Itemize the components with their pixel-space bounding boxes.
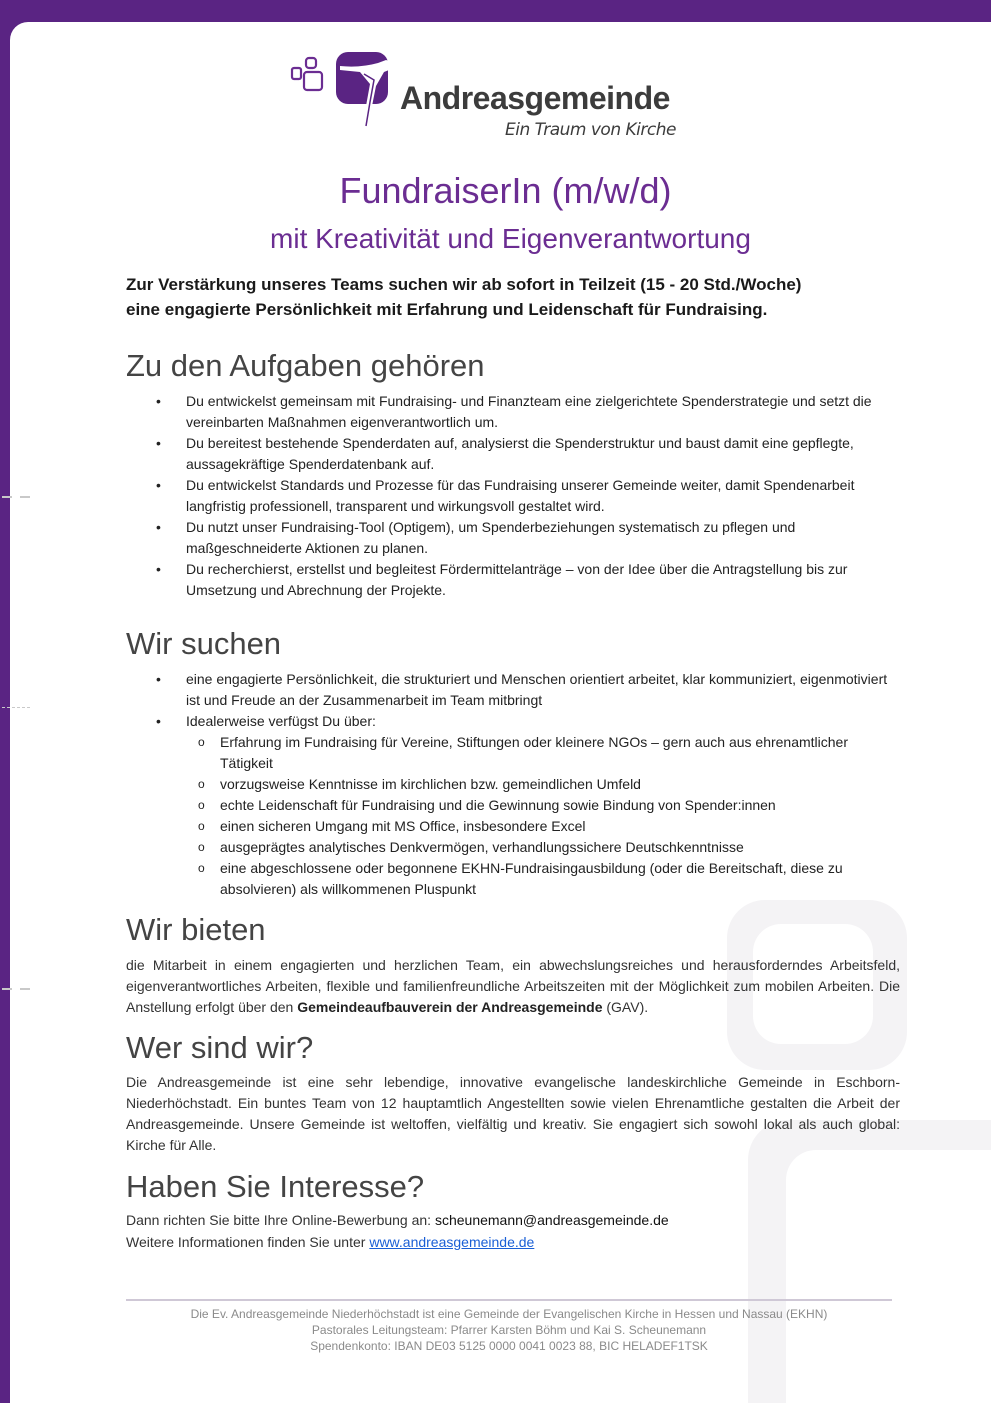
margin-mark: [20, 988, 30, 990]
footer-line: Pastorales Leitungsteam: Pfarrer Karsten Böhm und Kai S. Scheunemann: [311, 1323, 707, 1337]
list-item-text: Du entwickelst Standards und Prozesse für das Fundraising unserer Gemeinde weiter, damit Spendenarbeit langfristig professionell, transparent und wirkungsvoll gestaltet wird.: [186, 477, 855, 514]
logo-tagline: Ein Traum von Kirche: [505, 120, 676, 140]
margin-mark: [2, 707, 32, 708]
list-item: [126, 475, 896, 517]
sublist-item: [186, 837, 896, 858]
list-item: [126, 391, 896, 433]
qualifications-sublist: [186, 732, 896, 900]
employer-name: Gemeindeaufbauverein der Andreasgemeinde: [297, 999, 603, 1015]
sublist-item-text: einen sicheren Umgang mit MS Office, insbesondere Excel: [220, 818, 586, 834]
section-heading-interest: Haben Sie Interesse?: [126, 1169, 425, 1204]
sublist-item-text: echte Leidenschaft für Fundraising und die Gewinnung sowie Bindung von Spender:innen: [220, 797, 776, 813]
email-link[interactable]: scheunemann@andreasgemeinde.de: [434, 1212, 669, 1228]
list-item-text: eine engagierte Persönlichkeit, die strukturiert und Menschen orientiert arbeitet, klar kommuniziert, eigenmotiviert ist und Freude an der Zusammenarbeit im Team mitbringt: [186, 671, 888, 708]
sublist-item-text: Erfahrung im Fundraising für Vereine, Stiftungen oder kleinere NGOs – gern auch aus ehrenamtlicher Tätigkeit: [220, 734, 849, 771]
bullet-icon: •: [156, 477, 161, 493]
page-subtitle: mit Kreativität und Eigenverantwortung: [270, 223, 751, 254]
bullet-icon: •: [156, 393, 161, 409]
sublist-item: [186, 774, 896, 795]
offer-text-part: die Mitarbeit in einem engagierten und herzlichen Team, ein abwechslungsreiches und herausforderndes Arbeitsfeld, eigenverantwortliches Arbeiten, flexible und familienfreundliche Arbeitszeiten mit der Möglichkeit zum mobilen Arbeiten. Die Anstellung erfolgt über den: [126, 957, 900, 1015]
circle-bullet-icon: o: [198, 819, 205, 833]
list-item: [126, 559, 896, 601]
bullet-icon: •: [156, 519, 161, 535]
sublist-item: [186, 795, 896, 816]
list-item: [126, 517, 896, 559]
sublist-item-text: vorzugsweise Kenntnisse im kirchlichen bzw. gemeindlichen Umfeld: [220, 776, 641, 792]
bullet-icon: •: [156, 671, 161, 687]
website-link[interactable]: www.andreasgemeinde.de: [369, 1234, 535, 1250]
bullet-icon: •: [156, 713, 161, 729]
circle-bullet-icon: o: [198, 798, 205, 812]
circle-bullet-icon: o: [198, 840, 205, 854]
circle-bullet-icon: o: [198, 861, 205, 875]
circle-bullet-icon: o: [198, 777, 205, 791]
website-label: Weitere Informationen finden Sie unter: [126, 1234, 370, 1250]
footer: [126, 1306, 892, 1354]
seeking-list: [126, 669, 896, 900]
contact-info: [126, 1209, 886, 1253]
page-title: FundraiserIn (m/w/d): [339, 170, 672, 211]
intro-line: eine engagierte Persönlichkeit mit Erfahrung und Leidenschaft für Fundraising.: [126, 300, 768, 319]
section-heading-tasks: Zu den Aufgaben gehören: [126, 348, 485, 383]
sublist-item-text: ausgeprägtes analytisches Denkvermögen, verhandlungssichere Deutschkenntnisse: [220, 839, 744, 855]
footer-line: Spendenkonto: IBAN DE03 5125 0000 0041 0023 88, BIC HELADEF1TSK: [310, 1339, 708, 1353]
list-item: [126, 433, 896, 475]
list-item: [126, 711, 896, 900]
sublist-item: [186, 732, 896, 774]
margin-mark: [20, 496, 30, 498]
website-line: [126, 1231, 886, 1253]
application-label: Dann richten Sie bitte Ihre Online-Bewerbung an:: [126, 1212, 435, 1228]
church-logo: [290, 50, 710, 145]
logo-wordmark: Andreasgemeinde: [400, 80, 670, 116]
sublist-item: [186, 816, 896, 837]
section-heading-seeking: Wir suchen: [126, 626, 282, 661]
list-item-text: Du nutzt unser Fundraising-Tool (Optigem), um Spenderbeziehungen systematisch zu pflegen und maßgeschneiderte Aktionen zu planen.: [186, 519, 796, 556]
list-item: [126, 669, 896, 711]
margin-mark: [2, 496, 12, 498]
list-item-text: Du entwickelst gemeinsam mit Fundraising- und Finanzteam eine zielgerichtete Spenderstrategie und setzt die vereinbarten Maßnahmen eigenverantwortlich um.: [186, 393, 872, 430]
margin-mark: [2, 988, 12, 990]
sublist-item-text: eine abgeschlossene oder begonnene EKHN-Fundraisingausbildung (oder die Bereitschaft, diese zu absolvieren) als willkommenen Pluspunkt: [220, 860, 843, 897]
bullet-icon: •: [156, 561, 161, 577]
circle-bullet-icon: o: [198, 735, 205, 749]
application-line: [126, 1209, 886, 1231]
sublist-item: [186, 858, 896, 900]
list-item-text: Du bereitest bestehende Spenderdaten auf, analysierst die Spenderstruktur und baust damit eine gepflegte, aussagekräftige Spenderdatenbank auf.: [186, 435, 854, 472]
tasks-list: [126, 391, 896, 601]
offer-text-part: (GAV).: [602, 999, 649, 1015]
section-heading-offer: Wir bieten: [126, 912, 266, 947]
about-text: Die Andreasgemeinde ist eine sehr lebendige, innovative evangelische landeskirchliche Gemeinde in Eschborn-Niederhöchstadt. Ein buntes Team von 12 hauptamtlich Angestellten sowie vielen Ehrenamtliche gestalten die Arbeit der Andreasgemeinde. Unsere Gemeinde ist weltoffen, vielfältig und kreativ. Sie engagiert sich sowohl lokal als auch global: Kirche für Alle.: [126, 1074, 900, 1153]
bullet-icon: •: [156, 435, 161, 451]
list-item-text: Idealerweise verfügst Du über:: [186, 713, 376, 729]
intro-text: [126, 272, 886, 322]
watermark-arch: [748, 1120, 991, 1403]
section-heading-about: Wer sind wir?: [126, 1030, 314, 1065]
footer-line: Die Ev. Andreasgemeinde Niederhöchstadt ist eine Gemeinde der Evangelischen Kirche in Hessen und Nassau (EKHN): [190, 1307, 828, 1321]
list-item-text: Du recherchierst, erstellst und begleitest Fördermittelanträge – von der Idee über die Antragstellung bis zur Umsetzung und Abrechnung der Projekte.: [186, 561, 848, 598]
logo-mark-icon: [290, 50, 410, 140]
footer-divider: [126, 1299, 892, 1301]
offer-text: [126, 955, 900, 1018]
intro-line: Zur Verstärkung unseres Teams suchen wir ab sofort in Teilzeit (15 - 20 Std./Woche): [126, 275, 802, 294]
